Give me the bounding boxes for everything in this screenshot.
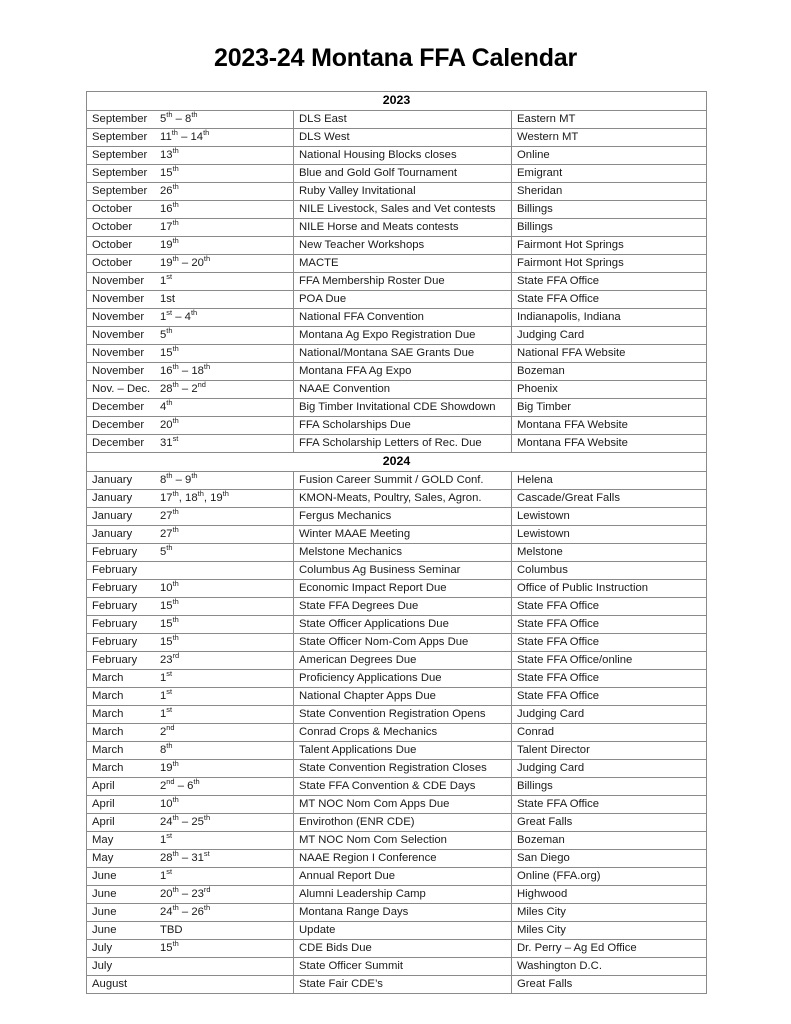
table-row (87, 850, 707, 868)
event-name-cell: Fusion Career Summit / GOLD Conf. (294, 472, 512, 490)
event-day: 27th (160, 507, 179, 522)
event-month: March (92, 707, 124, 720)
event-date-cell (87, 958, 294, 976)
event-location-cell: Big Timber (512, 399, 707, 417)
table-row (87, 129, 707, 147)
event-location-cell: Helena (512, 472, 707, 490)
table-row (87, 363, 707, 381)
event-month: April (92, 797, 115, 810)
event-location-cell: Great Falls (512, 814, 707, 832)
event-month: February (92, 653, 138, 666)
table-row (87, 544, 707, 562)
event-location-cell: Miles City (512, 922, 707, 940)
event-location-cell: Fairmont Hot Springs (512, 255, 707, 273)
event-name-cell: National Chapter Apps Due (294, 688, 512, 706)
event-location-cell: Bozeman (512, 832, 707, 850)
event-date-cell (87, 129, 294, 147)
table-row (87, 688, 707, 706)
event-date-cell (87, 183, 294, 201)
event-location-cell: Washington D.C. (512, 958, 707, 976)
year-header-row (87, 453, 707, 472)
table-row (87, 435, 707, 453)
table-row (87, 904, 707, 922)
event-location-cell: Phoenix (512, 381, 707, 399)
event-date-cell (87, 940, 294, 958)
table-row (87, 976, 707, 994)
event-location-cell: Highwood (512, 886, 707, 904)
event-day: 1st (160, 292, 176, 305)
event-month: February (92, 545, 138, 558)
event-location-cell: National FFA Website (512, 345, 707, 363)
event-name-cell: New Teacher Workshops (294, 237, 512, 255)
event-date-cell (87, 417, 294, 435)
event-location-cell: Billings (512, 219, 707, 237)
table-row (87, 309, 707, 327)
event-day: 15th (160, 344, 179, 359)
table-row (87, 616, 707, 634)
event-day: 24th – 25th (160, 813, 211, 828)
event-day: 15th (160, 939, 179, 954)
event-location-cell: Great Falls (512, 976, 707, 994)
event-day: 17th, 18th, 19th (160, 489, 229, 504)
event-location-cell: Lewistown (512, 508, 707, 526)
event-date-cell (87, 742, 294, 760)
event-name-cell: Talent Applications Due (294, 742, 512, 760)
table-row (87, 922, 707, 940)
table-row (87, 814, 707, 832)
event-date-cell (87, 490, 294, 508)
event-date-cell (87, 309, 294, 327)
event-date-cell (87, 237, 294, 255)
event-month: February (92, 617, 138, 630)
event-date-cell (87, 345, 294, 363)
event-name-cell: KMON-Meats, Poultry, Sales, Agron. (294, 490, 512, 508)
table-row (87, 706, 707, 724)
event-date-cell (87, 111, 294, 129)
event-name-cell: National FFA Convention (294, 309, 512, 327)
event-name-cell: Winter MAAE Meeting (294, 526, 512, 544)
event-name-cell: State Convention Registration Opens (294, 706, 512, 724)
table-row (87, 742, 707, 760)
table-row (87, 147, 707, 165)
event-name-cell: NILE Horse and Meats contests (294, 219, 512, 237)
event-date-cell (87, 688, 294, 706)
page-title: 2023-24 Montana FFA Calendar (213, 44, 578, 72)
table-row (87, 760, 707, 778)
event-date-cell (87, 634, 294, 652)
event-month: July (92, 941, 113, 954)
event-name-cell: DLS East (294, 111, 512, 129)
table-row (87, 472, 707, 490)
table-row (87, 291, 707, 309)
event-day: 19th – 20th (160, 254, 211, 269)
event-name-cell: State Fair CDE’s (294, 976, 512, 994)
event-day: 11th – 14th (160, 128, 210, 143)
table-row (87, 111, 707, 129)
event-month: June (92, 905, 117, 918)
event-name-cell: National/Montana SAE Grants Due (294, 345, 512, 363)
event-day: 19th (160, 759, 179, 774)
event-name-cell: Melstone Mechanics (294, 544, 512, 562)
event-month: April (92, 815, 115, 828)
event-location-cell: Billings (512, 778, 707, 796)
table-row (87, 796, 707, 814)
event-date-cell (87, 976, 294, 994)
event-date-cell (87, 832, 294, 850)
event-day: 20th – 23rd (160, 885, 211, 900)
event-day: 5th (160, 326, 173, 341)
event-name-cell: State Convention Registration Closes (294, 760, 512, 778)
table-row (87, 778, 707, 796)
event-day: 1st (160, 272, 173, 287)
event-name-cell: Columbus Ag Business Seminar (294, 562, 512, 580)
event-location-cell: Online (FFA.org) (512, 868, 707, 886)
event-month: November (92, 346, 145, 359)
event-location-cell: State FFA Office (512, 796, 707, 814)
table-row (87, 958, 707, 976)
event-month: March (92, 671, 124, 684)
table-row (87, 508, 707, 526)
event-name-cell: Economic Impact Report Due (294, 580, 512, 598)
event-date-cell (87, 850, 294, 868)
event-name-cell: Fergus Mechanics (294, 508, 512, 526)
event-location-cell: Judging Card (512, 327, 707, 345)
event-day: 1st – 4th (160, 308, 198, 323)
event-date-cell (87, 670, 294, 688)
event-name-cell: State FFA Convention & CDE Days (294, 778, 512, 796)
event-month: August (92, 977, 128, 990)
event-location-cell: Dr. Perry – Ag Ed Office (512, 940, 707, 958)
event-date-cell (87, 544, 294, 562)
event-location-cell: State FFA Office (512, 634, 707, 652)
event-date-cell (87, 508, 294, 526)
event-date-cell (87, 201, 294, 219)
event-name-cell: State Officer Applications Due (294, 616, 512, 634)
event-location-cell: Montana FFA Website (512, 417, 707, 435)
event-location-cell: Miles City (512, 904, 707, 922)
event-date-cell (87, 796, 294, 814)
event-date-cell (87, 363, 294, 381)
event-name-cell: Montana FFA Ag Expo (294, 363, 512, 381)
event-name-cell: Envirothon (ENR CDE) (294, 814, 512, 832)
event-name-cell: MT NOC Nom Com Selection (294, 832, 512, 850)
event-date-cell (87, 868, 294, 886)
event-day: 2nd (160, 723, 175, 738)
event-name-cell: MT NOC Nom Com Apps Due (294, 796, 512, 814)
event-month: April (92, 779, 115, 792)
calendar-table (86, 91, 707, 994)
event-name-cell: Ruby Valley Invitational (294, 183, 512, 201)
event-month: July (92, 959, 113, 972)
event-day: 10th (160, 579, 179, 594)
event-date-cell (87, 381, 294, 399)
event-day: 16th – 18th (160, 362, 211, 377)
event-month: September (92, 112, 148, 125)
event-name-cell: NAAE Region I Conference (294, 850, 512, 868)
event-month: September (92, 184, 148, 197)
event-day: 28th – 2nd (160, 380, 206, 395)
event-location-cell: State FFA Office/online (512, 652, 707, 670)
event-name-cell: NILE Livestock, Sales and Vet contests (294, 201, 512, 219)
event-day: 20th (160, 416, 179, 431)
event-month: June (92, 923, 117, 936)
event-day: 10th (160, 795, 179, 810)
event-name-cell: Alumni Leadership Camp (294, 886, 512, 904)
event-day: 8th – 9th (160, 471, 198, 486)
event-day: 24th – 26th (160, 903, 211, 918)
event-month: January (92, 509, 133, 522)
table-row (87, 219, 707, 237)
event-month: November (92, 328, 145, 341)
event-date-cell (87, 219, 294, 237)
event-location-cell: Melstone (512, 544, 707, 562)
table-row (87, 526, 707, 544)
event-name-cell: American Degrees Due (294, 652, 512, 670)
event-day: 1st (160, 669, 173, 684)
event-month: October (92, 220, 133, 233)
event-date-cell (87, 273, 294, 291)
event-name-cell: Proficiency Applications Due (294, 670, 512, 688)
event-month: October (92, 238, 133, 251)
event-day: 27th (160, 525, 179, 540)
event-date-cell (87, 580, 294, 598)
event-location-cell: Columbus (512, 562, 707, 580)
event-date-cell (87, 760, 294, 778)
event-month: September (92, 148, 148, 161)
event-location-cell: Fairmont Hot Springs (512, 237, 707, 255)
event-name-cell: National Housing Blocks closes (294, 147, 512, 165)
event-month: November (92, 310, 145, 323)
calendar-table-body (87, 92, 707, 994)
event-day: 13th (160, 146, 179, 161)
event-date-cell (87, 598, 294, 616)
table-row (87, 652, 707, 670)
event-day: 15th (160, 597, 179, 612)
table-row (87, 273, 707, 291)
event-date-cell (87, 652, 294, 670)
event-date-cell (87, 255, 294, 273)
table-row (87, 165, 707, 183)
event-month: December (92, 418, 145, 431)
event-location-cell: Office of Public Instruction (512, 580, 707, 598)
table-row (87, 345, 707, 363)
event-location-cell: Emigrant (512, 165, 707, 183)
event-month: January (92, 527, 133, 540)
table-row (87, 490, 707, 508)
event-day: 28th – 31st (160, 849, 210, 864)
event-day: TBD (160, 923, 183, 936)
table-row (87, 327, 707, 345)
table-row (87, 417, 707, 435)
table-row (87, 255, 707, 273)
event-location-cell: Judging Card (512, 760, 707, 778)
event-location-cell: Talent Director (512, 742, 707, 760)
event-date-cell (87, 435, 294, 453)
event-location-cell: Eastern MT (512, 111, 707, 129)
event-location-cell: State FFA Office (512, 670, 707, 688)
event-month: February (92, 635, 138, 648)
event-month: October (92, 202, 133, 215)
event-month: October (92, 256, 133, 269)
event-location-cell: Cascade/Great Falls (512, 490, 707, 508)
event-date-cell (87, 562, 294, 580)
event-location-cell: Online (512, 147, 707, 165)
event-month: January (92, 473, 133, 486)
table-row (87, 868, 707, 886)
event-name-cell: Big Timber Invitational CDE Showdown (294, 399, 512, 417)
event-location-cell: Western MT (512, 129, 707, 147)
event-month: June (92, 869, 117, 882)
event-location-cell: Judging Card (512, 706, 707, 724)
event-day: 15th (160, 615, 179, 630)
event-day: 4th (160, 398, 173, 413)
event-name-cell: Blue and Gold Golf Tournament (294, 165, 512, 183)
event-name-cell: DLS West (294, 129, 512, 147)
event-name-cell: FFA Scholarships Due (294, 417, 512, 435)
calendar-table-container (86, 91, 706, 994)
event-name-cell: MACTE (294, 255, 512, 273)
event-date-cell (87, 291, 294, 309)
event-date-cell (87, 904, 294, 922)
event-month: March (92, 725, 124, 738)
event-location-cell: San Diego (512, 850, 707, 868)
event-day: 2nd – 6th (160, 777, 200, 792)
event-day: 5th – 8th (160, 110, 198, 125)
event-month: September (92, 130, 148, 143)
event-name-cell: State FFA Degrees Due (294, 598, 512, 616)
event-date-cell (87, 165, 294, 183)
event-day: 1st (160, 687, 173, 702)
event-day: 26th (160, 182, 179, 197)
event-month: September (92, 166, 148, 179)
event-date-cell (87, 147, 294, 165)
event-date-cell (87, 778, 294, 796)
event-name-cell: Conrad Crops & Mechanics (294, 724, 512, 742)
event-day: 23rd (160, 651, 180, 666)
event-date-cell (87, 399, 294, 417)
event-day: 19th (160, 236, 179, 251)
event-day: 15th (160, 164, 179, 179)
event-location-cell: Billings (512, 201, 707, 219)
year-header-row (87, 92, 707, 111)
table-row (87, 381, 707, 399)
year-label: 2023 (87, 92, 707, 111)
event-month: November (92, 364, 145, 377)
event-location-cell: Conrad (512, 724, 707, 742)
table-row (87, 886, 707, 904)
table-row (87, 183, 707, 201)
event-month: May (92, 851, 114, 864)
event-name-cell: Montana Ag Expo Registration Due (294, 327, 512, 345)
event-location-cell: State FFA Office (512, 616, 707, 634)
event-month: March (92, 689, 124, 702)
event-location-cell: Montana FFA Website (512, 435, 707, 453)
event-name-cell: Montana Range Days (294, 904, 512, 922)
year-label: 2024 (87, 453, 707, 472)
event-month: February (92, 563, 138, 576)
event-month: June (92, 887, 117, 900)
event-month: February (92, 599, 138, 612)
event-name-cell: FFA Membership Roster Due (294, 273, 512, 291)
event-day: 31st (160, 434, 179, 449)
event-name-cell: FFA Scholarship Letters of Rec. Due (294, 435, 512, 453)
event-day: 17th (160, 218, 179, 233)
event-day: 1st (160, 705, 173, 720)
table-row (87, 598, 707, 616)
event-date-cell (87, 327, 294, 345)
event-day: 1st (160, 831, 173, 846)
event-date-cell (87, 526, 294, 544)
event-location-cell: State FFA Office (512, 688, 707, 706)
event-day: 16th (160, 200, 179, 215)
event-day: 1st (160, 867, 173, 882)
event-day: 15th (160, 633, 179, 648)
event-date-cell (87, 616, 294, 634)
event-date-cell (87, 724, 294, 742)
table-row (87, 670, 707, 688)
event-date-cell (87, 886, 294, 904)
table-row (87, 399, 707, 417)
event-name-cell: Update (294, 922, 512, 940)
event-month: December (92, 436, 145, 449)
event-location-cell: Indianapolis, Indiana (512, 309, 707, 327)
event-location-cell: Lewistown (512, 526, 707, 544)
event-month: November (92, 274, 145, 287)
event-month: March (92, 743, 124, 756)
table-row (87, 832, 707, 850)
table-row (87, 580, 707, 598)
event-day: 5th (160, 543, 173, 558)
table-row (87, 940, 707, 958)
event-month: November (92, 292, 145, 305)
event-location-cell: State FFA Office (512, 598, 707, 616)
table-row (87, 634, 707, 652)
event-name-cell: NAAE Convention (294, 381, 512, 399)
event-name-cell: POA Due (294, 291, 512, 309)
event-month: March (92, 761, 124, 774)
event-month: December (92, 400, 145, 413)
table-row (87, 201, 707, 219)
table-row (87, 724, 707, 742)
event-name-cell: State Officer Summit (294, 958, 512, 976)
event-name-cell: Annual Report Due (294, 868, 512, 886)
event-location-cell: Sheridan (512, 183, 707, 201)
event-location-cell: State FFA Office (512, 273, 707, 291)
table-row (87, 237, 707, 255)
event-name-cell: State Officer Nom-Com Apps Due (294, 634, 512, 652)
event-date-cell (87, 706, 294, 724)
event-month: Nov. – Dec. (92, 382, 151, 395)
event-month: May (92, 833, 114, 846)
event-location-cell: Bozeman (512, 363, 707, 381)
event-date-cell (87, 472, 294, 490)
event-date-cell (87, 814, 294, 832)
event-month: February (92, 581, 138, 594)
table-row (87, 562, 707, 580)
event-location-cell: State FFA Office (512, 291, 707, 309)
event-month: January (92, 491, 133, 504)
event-day: 8th (160, 741, 173, 756)
event-name-cell: CDE Bids Due (294, 940, 512, 958)
event-date-cell (87, 922, 294, 940)
